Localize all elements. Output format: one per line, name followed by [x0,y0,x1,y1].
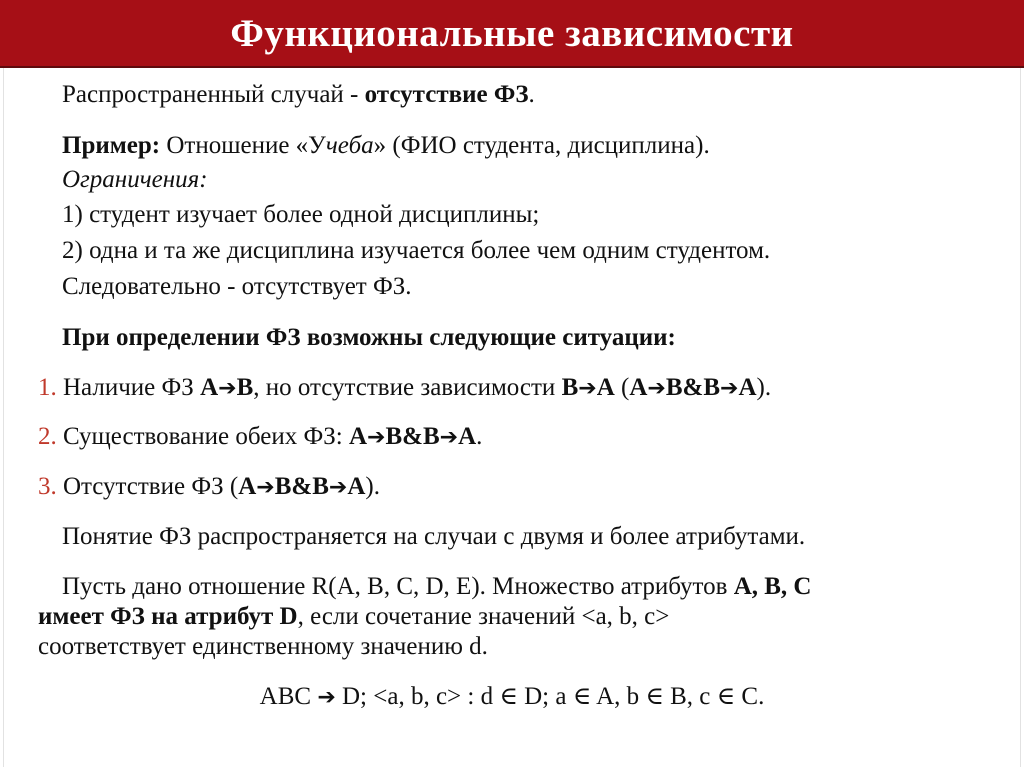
situation-number: 2. [38,423,57,450]
constraint-2: 2) одна и та же дисциплина изучается более чем одним студентом. [62,237,771,264]
intro-line [62,80,535,110]
example-text: Отношение «У [160,132,326,159]
situation-text: , но отсутствие зависимости [253,374,562,401]
situation-text: Существование обеих ФЗ: [56,423,349,450]
arrow-icon: ➔ [720,376,739,401]
situation-number: 3. [38,473,57,500]
example-line [62,131,710,161]
title-bar [0,0,1024,68]
let-line-1 [62,572,811,602]
constraints-label: Ограничения: [62,166,208,193]
fd-attr: B&B [274,473,329,500]
situation-text: Отсутствие ФЗ ( [56,473,239,500]
formula-left: ABC [259,683,318,710]
conclusion: Следовательно - отсутствует ФЗ. [62,273,412,300]
arrow-icon: ➔ [256,475,275,500]
attr-set: A, B, C [733,573,812,600]
left-border-line [3,68,4,767]
relation-name: чеба [325,132,374,159]
constraint-1: 1) студент изучает более одной дисциплины; [62,201,540,228]
fd-attr: A [238,473,257,500]
fd-attr: B&B [385,423,440,450]
situations-heading: При определении ФЗ возможны следующие ситуации: [62,324,676,351]
let-line-3: соответствует единственному значению d. [38,633,488,660]
slide-title: Функциональные зависимости [230,11,794,55]
situation-text: . [476,423,483,450]
fd-attr: A [458,423,477,450]
example-label: Пример: [62,132,161,159]
arrow-icon: ➔ [647,376,666,401]
arrow-icon: ➔ [578,376,597,401]
fd-attr: A [596,374,615,401]
situation-2 [38,422,482,453]
fd-attr: B&B [665,374,721,401]
fd-attr: A [348,423,367,450]
fd-attr: A [738,374,757,401]
fd-attr: A [347,473,366,500]
arrow-icon: ➔ [218,376,237,401]
example-text-after: » (ФИО студента, дисциплина). [373,132,710,159]
let-line-2 [38,602,669,632]
right-border-line [1020,68,1021,767]
fd-on-attribute: имеет ФЗ на атрибут D [38,603,298,630]
situation-text: ( [614,374,630,401]
situation-text: ). [756,374,772,401]
arrow-icon: ➔ [367,425,386,450]
fd-attr: A [629,374,648,401]
fd-attr: B [236,374,254,401]
situation-text: Наличие ФЗ [56,374,201,401]
situation-text: ). [365,473,380,500]
arrow-icon: ➔ [328,475,348,500]
situation-number: 1. [38,374,57,401]
formula-right: D; <a, b, c> : d ∈ D; a ∈ A, b ∈ B, c ∈ C. [335,683,765,710]
intro-text: Распространенный случай - [62,81,365,108]
arrow-icon: ➔ [439,425,459,450]
let-text: Пусть дано отношение R(A, B, C, D, E). Множество атрибутов [62,573,734,600]
situation-1 [38,373,771,404]
fd-attr: B [561,374,579,401]
formula-line [0,682,1024,713]
notion-line: Понятие ФЗ распространяется на случаи с двумя и более атрибутами. [62,523,806,550]
intro-end: . [528,81,535,108]
let-text: , если сочетание значений <a, b, c> [297,603,670,630]
arrow-icon: ➔ [317,685,336,710]
fd-attr: A [200,374,219,401]
situation-3 [38,472,380,503]
intro-bold: отсутствие ФЗ [364,81,529,108]
